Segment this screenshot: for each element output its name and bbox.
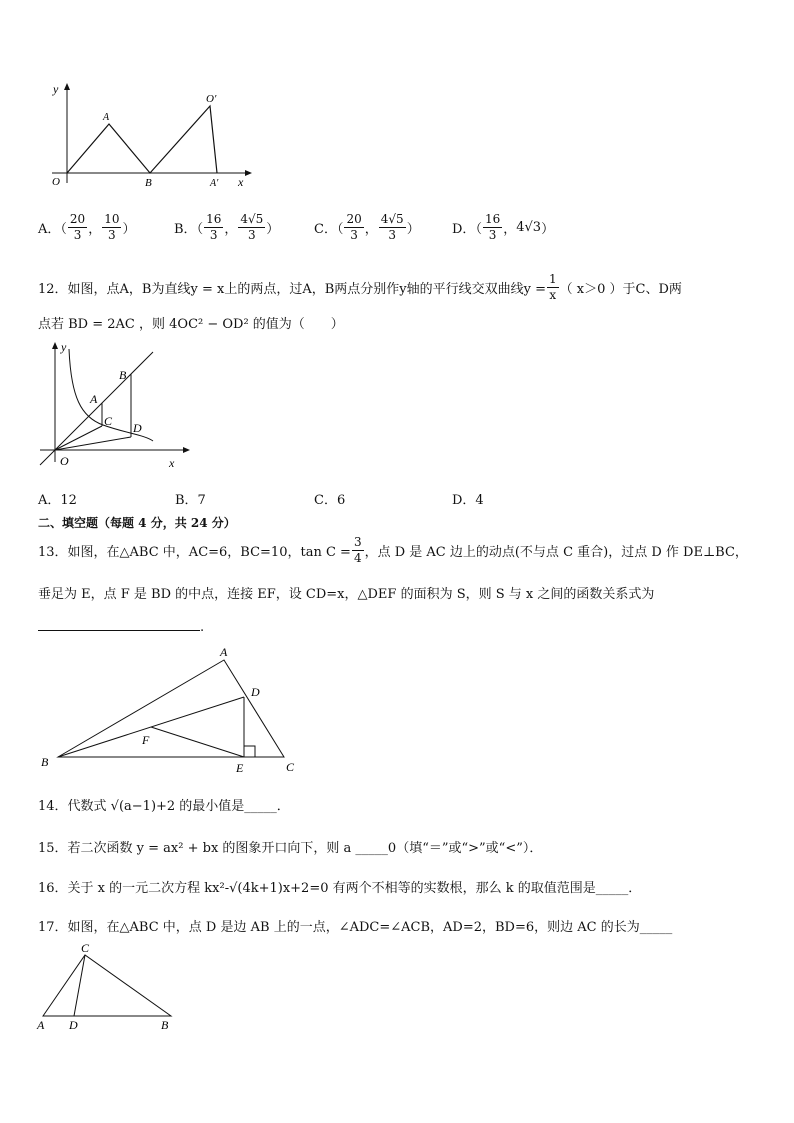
- q13-figure: [38, 640, 303, 775]
- x-axis-arrow: [183, 447, 190, 453]
- q12-option-d[interactable]: D．4: [452, 493, 484, 508]
- label-a: A: [220, 645, 228, 659]
- triangle-abc: [58, 660, 284, 757]
- label-c: C: [81, 941, 90, 955]
- zigzag-path: [67, 106, 217, 173]
- label-b: B: [145, 177, 152, 189]
- q12-figure: [35, 337, 195, 472]
- label-y: y: [61, 340, 67, 354]
- label-a: A: [37, 1018, 45, 1032]
- label-a: A: [103, 112, 110, 123]
- label-a: A: [90, 392, 98, 406]
- label-x: x: [238, 175, 244, 189]
- label-x: x: [169, 456, 175, 470]
- q11-figure: [40, 80, 260, 195]
- q12-option-c[interactable]: C．6: [314, 493, 346, 508]
- label-d: D: [251, 685, 260, 699]
- q12-option-b[interactable]: B．7: [175, 493, 206, 508]
- option-d[interactable]: D．（ $\frac{16}{3}$ ，4√3）: [452, 212, 555, 242]
- option-a[interactable]: A．（ $\frac{20}{3}$ ， $\frac{10}{3}$ ）: [38, 212, 136, 242]
- option-b[interactable]: B．（ $\frac{16}{3}$ ， $\frac{4√5}{3}$ ）: [174, 212, 280, 242]
- label-e: E: [236, 761, 244, 775]
- label-b: B: [161, 1018, 169, 1032]
- label-d: D: [69, 1018, 78, 1032]
- label-o: O: [60, 454, 69, 468]
- label-b: B: [119, 368, 127, 382]
- answer-blank-line[interactable]: [38, 616, 200, 631]
- triangle-abc: [43, 955, 171, 1016]
- line-y-equals-x: [40, 352, 153, 465]
- segment-ef: [151, 727, 244, 757]
- q15-text: 15．若二次函数 y = ax² + bx 的图象开口向下，则 a _____0（填“＝”或“>”或“<”）．: [38, 841, 543, 856]
- q14-text: 14．代数式 √(a−1)+2 的最小值是_____．: [38, 799, 290, 814]
- y-axis-arrow: [52, 342, 58, 349]
- q12-line1: 12．如图，点A，B为直线y = x上的两点，过A，B两点分别作y轴的平行线交双曲线y = $\frac{1}{x}$ （ x＞0 ）于C、D两: [38, 272, 682, 302]
- section-2-title: 二、填空题（每题 4 分，共 24 分）: [38, 516, 236, 530]
- label-c: C: [104, 414, 113, 428]
- label-f: F: [142, 733, 150, 747]
- right-angle-mark: [244, 746, 255, 757]
- label-o: O: [52, 176, 60, 188]
- q16-text: 16．关于 x 的一元二次方程 kx²-√(4k+1)x+2=0 有两个不相等的实数根，那么 k 的取值范围是_____．: [38, 881, 642, 896]
- y-axis-arrow: [64, 83, 70, 90]
- label-a-prime: A′: [210, 178, 219, 189]
- q17-text: 17．如图，在△ABC 中，点 D 是边 AB 上的一点，∠ADC=∠ACB，AD=2，BD=6，则边 AC 的长为_____: [38, 920, 673, 935]
- option-c[interactable]: C．（ $\frac{20}{3}$ ， $\frac{4√5}{3}$ ）: [314, 212, 420, 242]
- q12-option-a[interactable]: A．12: [38, 493, 77, 508]
- label-c: C: [286, 760, 295, 774]
- q13-line2: 垂足为 E，点 F 是 BD 的中点，连接 EF，设 CD=x，△DEF 的面积为 S，则 S 与 x 之间的函数关系式为: [38, 587, 655, 602]
- segment-cd: [74, 955, 85, 1016]
- q17-figure: [35, 940, 185, 1035]
- q12-line2: 点若 BD = 2AC ，则 4OC² − OD² 的值为（ ）: [38, 317, 344, 332]
- label-b: B: [41, 755, 49, 769]
- q13-answer-blank[interactable]: .: [38, 616, 204, 635]
- x-axis-arrow: [245, 170, 252, 176]
- label-d: D: [133, 421, 142, 435]
- label-y: y: [53, 82, 59, 96]
- label-o-prime: O′: [206, 93, 217, 105]
- q13-line1: 13．如图，在△ABC 中，AC=6，BC=10，tan C = $\frac{3}{4}$ ，点 D 是 AC 边上的动点(不与点 C 重合)，过点 D 作 DE⊥BC，: [38, 535, 748, 565]
